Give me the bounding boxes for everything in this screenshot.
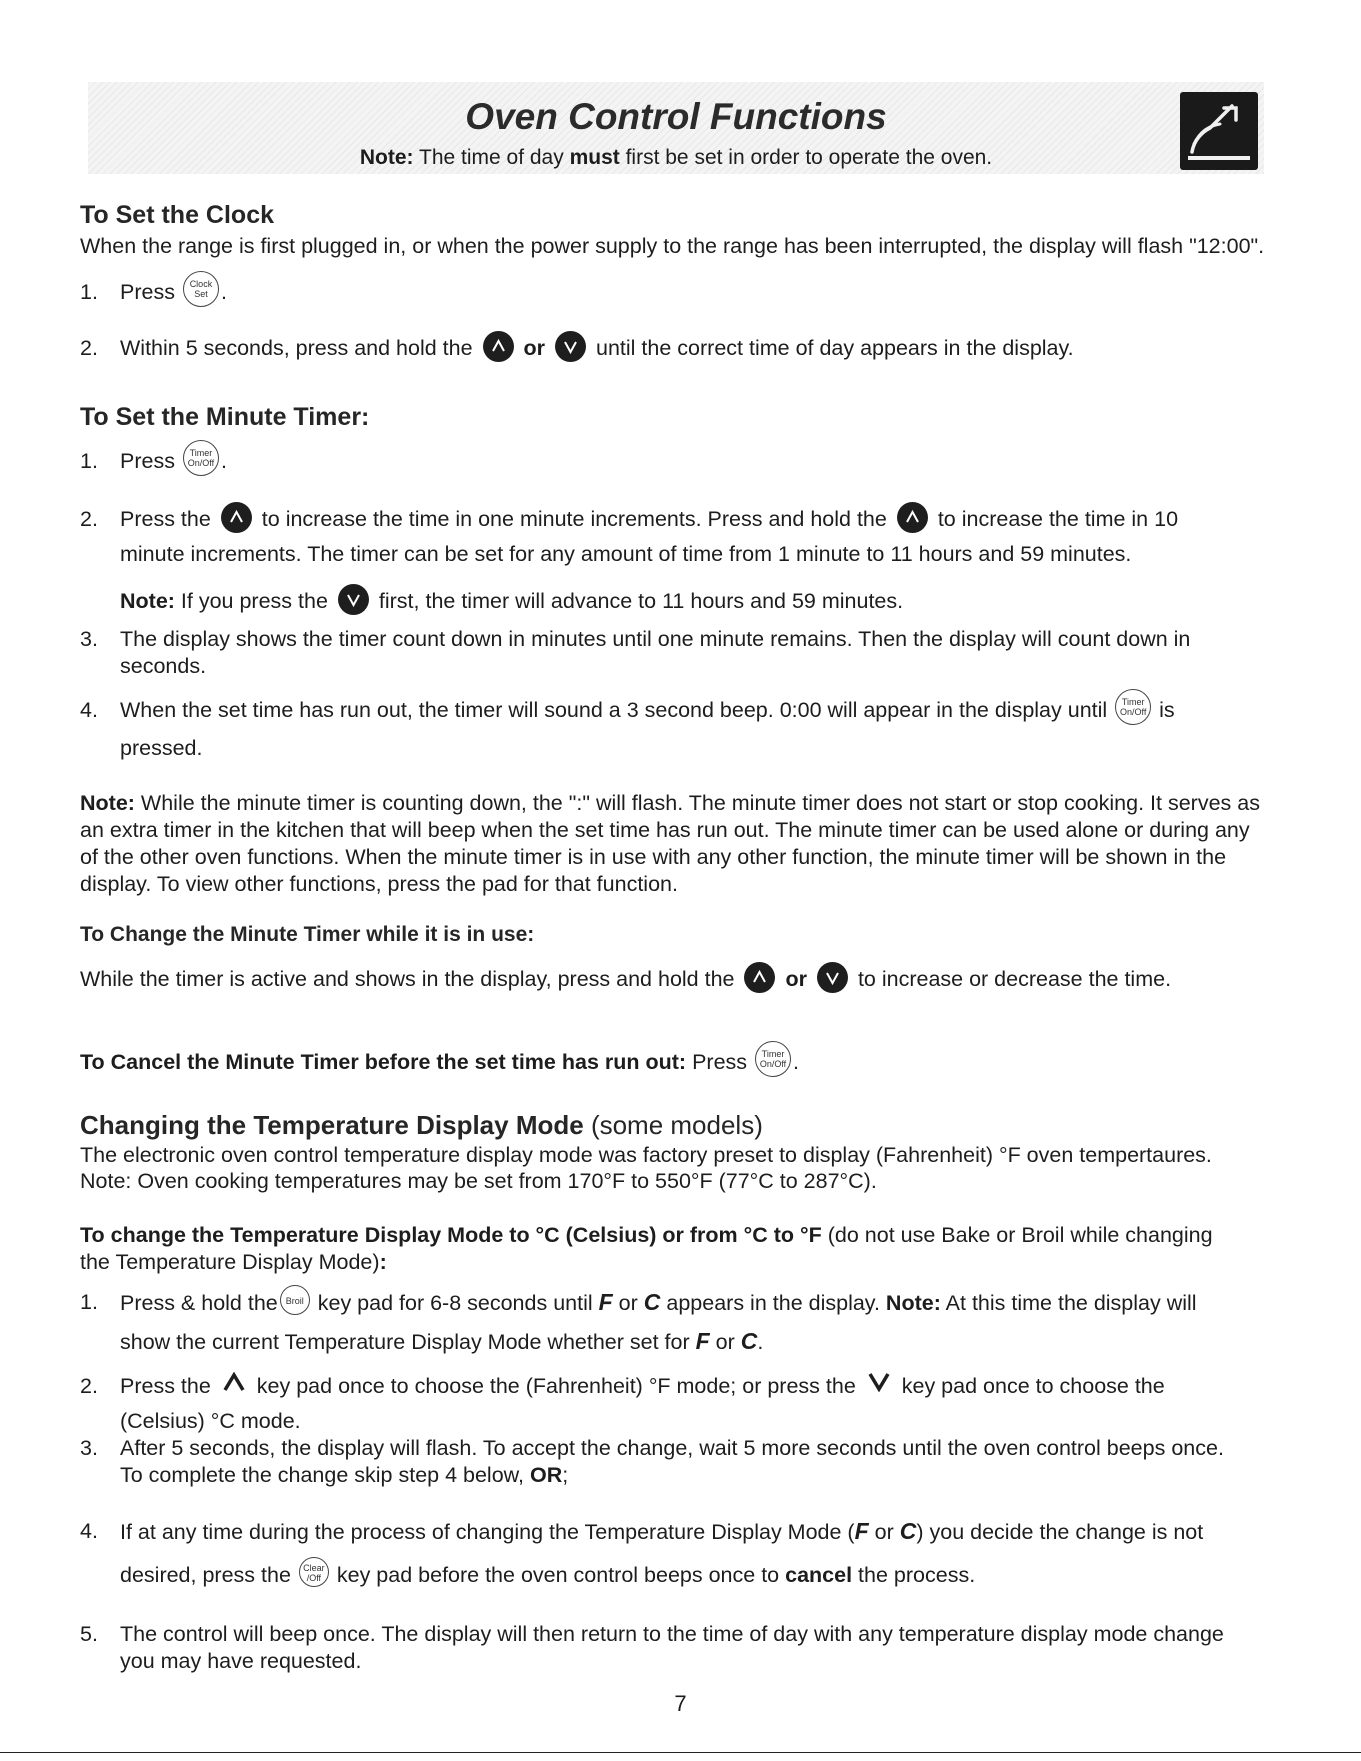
- timer-note: Note: While the minute timer is counting down, the ":" will flash. The minute timer does not start or stop cooking. It serves as an extra timer in the kitchen that will beep when the set time has run out. The minute timer can be used alone or during any of the other oven functions. When the minute timer is in use with any other function, the minute timer will be shown in the display. To view other functions, press the pad for that function.: [80, 791, 1260, 896]
- up-arrow-icon: [897, 502, 928, 533]
- bottom-rule: [0, 1752, 1361, 1753]
- up-arrow-icon: [744, 962, 775, 993]
- oven-icon: [1180, 92, 1258, 170]
- header-note: Note: The time of day must first be set in order to operate the oven.: [359, 146, 993, 169]
- timer-heading: To Set the Minute Timer:: [80, 403, 370, 431]
- header-banner: [88, 82, 1264, 174]
- change-timer-text: While the timer is active and shows in the display, press and hold the or to increase or decrease the time.: [80, 966, 1280, 993]
- broil-key-icon: Broil: [280, 1285, 310, 1315]
- up-arrow-icon: [483, 331, 514, 362]
- change-timer-heading: To Change the Minute Timer while it is in use:: [80, 923, 535, 946]
- temp-sub-heading: To change the Temperature Display Mode to °C (Celsius) or from °C to °F (do not use Bake or Broil while changing the Temperature Display Mode):: [80, 1223, 1213, 1274]
- page-number: 7: [674, 1691, 687, 1716]
- clock-set-key-icon: Clock Set: [183, 271, 219, 307]
- down-key-icon: [868, 1372, 890, 1399]
- timer-onoff-key-icon: Timer On/Off: [1115, 689, 1151, 725]
- cancel-timer-line: To Cancel the Minute Timer before the set time has run out: Press Timer On/Off .: [80, 1049, 1280, 1077]
- down-arrow-icon: [338, 584, 369, 615]
- temp-intro-1: The electronic oven control temperature display mode was factory preset to display (Fahrenheit) °F oven tempertaures.: [80, 1143, 1212, 1167]
- down-arrow-icon: [817, 962, 848, 993]
- temp-heading: Changing the Temperature Display Mode (some models): [80, 1110, 763, 1140]
- clock-intro: When the range is first plugged in, or when the power supply to the range has been interrupted, the display will flash "12:00".: [80, 234, 1265, 258]
- page-title: Oven Control Functions: [465, 96, 887, 137]
- up-arrow-icon: [221, 502, 252, 533]
- timer-onoff-key-icon: Timer On/Off: [755, 1041, 791, 1077]
- timer-onoff-key-icon: Timer On/Off: [183, 440, 219, 476]
- clear-off-key-icon: Clear /Off: [299, 1557, 329, 1587]
- temp-intro-2: Note: Oven cooking temperatures may be set from 170°F to 550°F (77°C to 287°C).: [80, 1169, 877, 1193]
- clock-heading: To Set the Clock: [80, 201, 275, 229]
- up-key-icon: [223, 1372, 245, 1399]
- down-arrow-icon: [555, 331, 586, 362]
